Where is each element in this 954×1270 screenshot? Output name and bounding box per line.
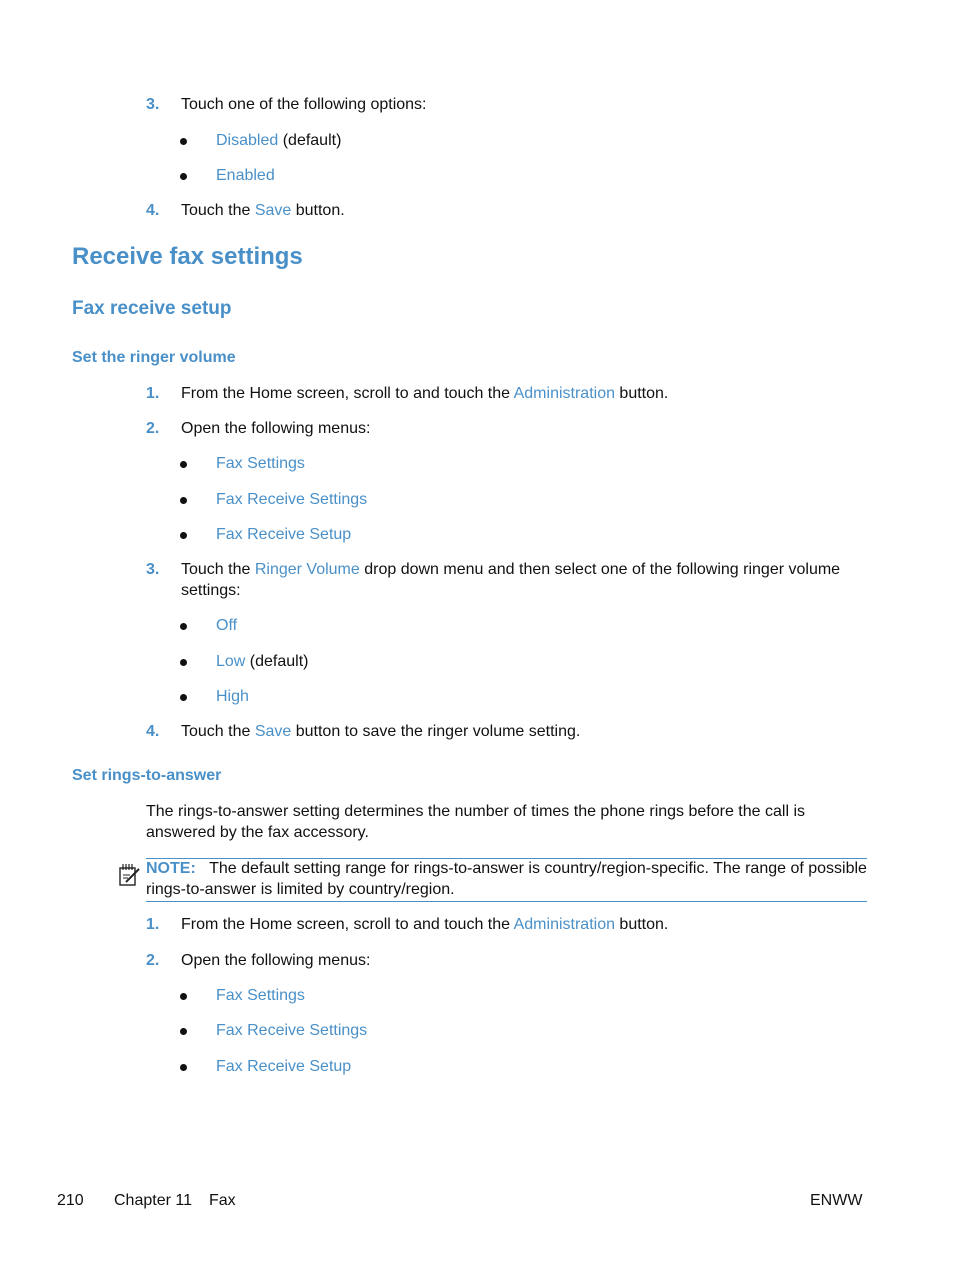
option-suffix: (default) — [278, 132, 342, 149]
text-segment: Touch the — [181, 723, 255, 740]
note-pencil-icon — [118, 862, 142, 888]
step-text — [181, 200, 856, 221]
step-text — [181, 559, 856, 601]
option-keyword: Off — [216, 617, 238, 634]
save-keyword: Save — [254, 202, 292, 219]
bullet-icon — [180, 461, 187, 468]
save-keyword: Save — [254, 723, 292, 740]
menu-keyword: Fax Receive Setup — [216, 526, 352, 543]
administration-keyword: Administration — [513, 916, 615, 933]
bullet-icon — [180, 497, 187, 504]
note-body: The default setting range for rings-to-answer is country/region-specific. The range of possible rings-to-answer is limited by country/region. — [146, 860, 867, 898]
bullet-icon — [180, 1028, 187, 1035]
step-text: Open the following menus: — [181, 420, 371, 437]
note-text — [146, 858, 867, 900]
text-segment: drop down menu and then select one of the following ringer volume settings: — [181, 561, 841, 599]
step-number: 2. — [146, 420, 160, 437]
menu-keyword: Fax Settings — [216, 987, 305, 1004]
menu-keyword: Fax Settings — [216, 455, 305, 472]
administration-keyword: Administration — [513, 385, 615, 402]
step-text — [181, 721, 856, 742]
option-keyword: Low — [216, 653, 246, 670]
bullet-icon — [180, 138, 187, 145]
bullet-icon — [180, 993, 187, 1000]
step-number: 3. — [146, 561, 160, 578]
chapter-label: Chapter 11 — [114, 1192, 192, 1209]
topic-heading-ringer-volume: Set the ringer volume — [72, 349, 236, 366]
step-text: Open the following menus: — [181, 952, 371, 969]
step-text — [181, 914, 856, 935]
option-keyword: Enabled — [216, 167, 275, 184]
step-text — [181, 383, 856, 404]
bullet-icon — [180, 1064, 187, 1071]
menu-keyword: Fax Receive Setup — [216, 1058, 352, 1075]
page-number: 210 — [57, 1192, 84, 1209]
rings-description: The rings-to-answer setting determines the number of times the phone rings before the call is answered by the fax accessory. — [146, 803, 805, 841]
step-number: 2. — [146, 952, 160, 969]
menu-keyword: Fax Receive Settings — [216, 1022, 368, 1039]
note-bottom-rule — [146, 901, 867, 902]
text-segment: From the Home screen, scroll to and touch the — [181, 916, 514, 933]
text-segment: button. — [614, 385, 669, 402]
chapter-title: Fax — [209, 1192, 236, 1209]
bullet-icon — [180, 173, 187, 180]
option-keyword: Disabled — [216, 132, 279, 149]
menu-keyword: Fax Receive Settings — [216, 491, 368, 508]
bullet-icon — [180, 694, 187, 701]
text-segment: button to save the ringer volume setting. — [291, 723, 581, 740]
step-text: Touch one of the following options: — [181, 96, 427, 113]
bullet-icon — [180, 659, 187, 666]
edition-label: ENWW — [810, 1192, 863, 1209]
option-keyword: High — [216, 688, 249, 705]
option-suffix: (default) — [245, 653, 309, 670]
note-box — [118, 858, 867, 901]
topic-heading-rings-to-answer: Set rings-to-answer — [72, 767, 222, 784]
note-label: NOTE: — [146, 860, 196, 877]
ringer-volume-keyword: Ringer Volume — [254, 561, 360, 578]
step-number: 1. — [146, 385, 160, 402]
text-segment: button. — [291, 202, 345, 219]
text-segment: Touch the — [181, 561, 255, 578]
bullet-icon — [180, 532, 187, 539]
subsection-heading: Fax receive setup — [72, 298, 232, 319]
step-number: 1. — [146, 916, 160, 933]
step-number: 3. — [146, 96, 160, 113]
text-segment: From the Home screen, scroll to and touch the — [181, 385, 514, 402]
text-segment: Touch the — [181, 202, 255, 219]
text-segment: button. — [614, 916, 669, 933]
step-number: 4. — [146, 202, 160, 219]
section-heading: Receive fax settings — [72, 243, 303, 270]
step-number: 4. — [146, 723, 160, 740]
bullet-icon — [180, 623, 187, 630]
